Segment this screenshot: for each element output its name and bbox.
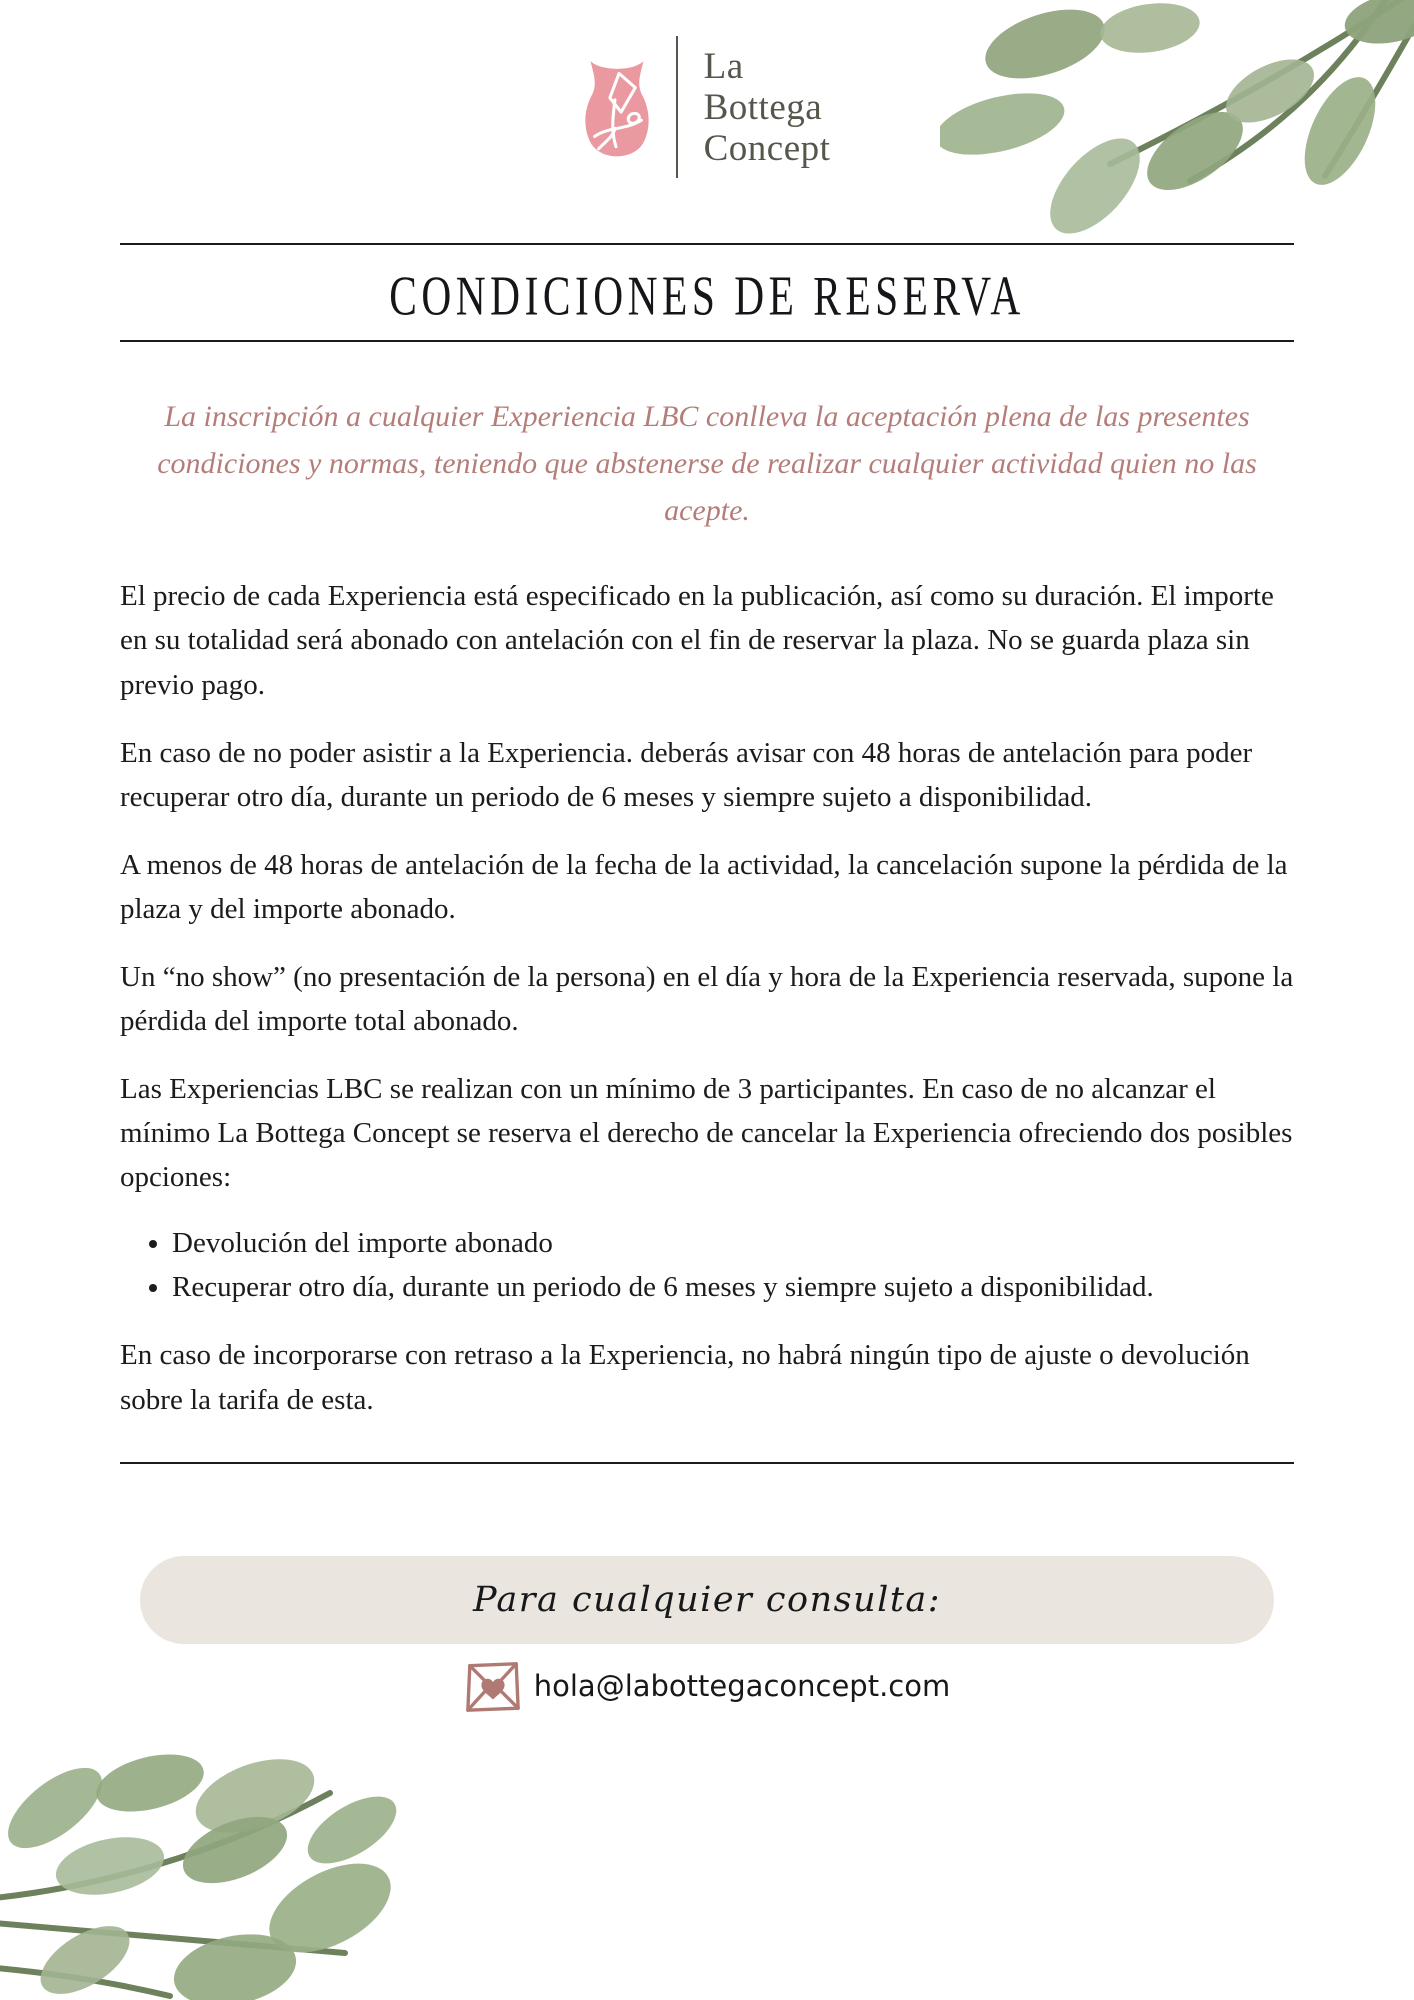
paragraph-no-show: Un “no show” (no presentación de la persona) en el día y hora de la Experiencia reservada, supone la pérdida del importe total abonado. — [120, 960, 1294, 1038]
contact-heading: Para cualquier consulta: — [472, 1579, 942, 1620]
brand-name — [704, 46, 831, 169]
paragraph-notice: En caso de no poder asistir a la Experiencia. deberás avisar con 48 horas de antelación para poder recuperar otro día, durante un periodo de 6 meses y siempre sujeto a disponibilidad. — [120, 736, 1253, 813]
watercolor-leaves-bottom-left-icon — [0, 1738, 400, 2000]
brand-logo — [0, 36, 1414, 178]
brand-line-2: Bottega — [703, 86, 823, 128]
list-item-reschedule: • Recuperar otro día, durante un periodo de 6 meses y siempre sujeto a disponibilidad. — [172, 1265, 1294, 1309]
envelope-heart-icon — [464, 1656, 522, 1716]
divider-under-title — [120, 340, 1294, 342]
brand-line-3: Concept — [703, 127, 831, 169]
paragraph-minimum: Las Experiencias LBC se realizan con un mínimo de 3 participantes. En caso de no alcanzar el mínimo La Bottega Concept se reserva el derecho de cancelar la Experiencia ofreciendo dos posibles opciones: — [120, 1073, 1293, 1194]
page-title: CONDICIONES DE RESERVA — [389, 264, 1025, 327]
divider-top — [120, 243, 1294, 245]
list-item-refund: • Devolución del importe abonado — [172, 1221, 1294, 1265]
logo-divider — [676, 36, 678, 178]
options-list — [120, 1221, 1294, 1309]
intro-note: La inscripción a cualquier Experiencia LBC conlleva la aceptación plena de las presentes condiciones y normas, teniendo que abstenerse de realizar cualquier actividad quien no las acepte. — [157, 400, 1257, 527]
email-row — [120, 1656, 1294, 1716]
brand-line-1: La — [703, 45, 744, 87]
document-content — [120, 0, 1294, 1716]
paragraph-cancellation: A menos de 48 horas de antelación de la fecha de la actividad, la cancelación supone la pérdida de la plaza y del importe abonado. — [120, 848, 1288, 925]
divider-bottom — [120, 1462, 1294, 1464]
email-address[interactable]: hola@labottegaconcept.com — [533, 1668, 951, 1703]
paragraph-late-arrival: En caso de incorporarse con retraso a la Experiencia, no habrá ningún tipo de ajuste o devolución sobre la tarifa de esta. — [120, 1339, 1250, 1416]
contact-banner — [140, 1556, 1274, 1644]
rose-vase-icon — [584, 51, 650, 163]
paragraph-price: El precio de cada Experiencia está especificado en la publicación, así como su duración. El importe en su totalidad será abonado con antelación con el fin de reservar la plaza. No se guarda plaza sin previo pago. — [120, 580, 1274, 701]
